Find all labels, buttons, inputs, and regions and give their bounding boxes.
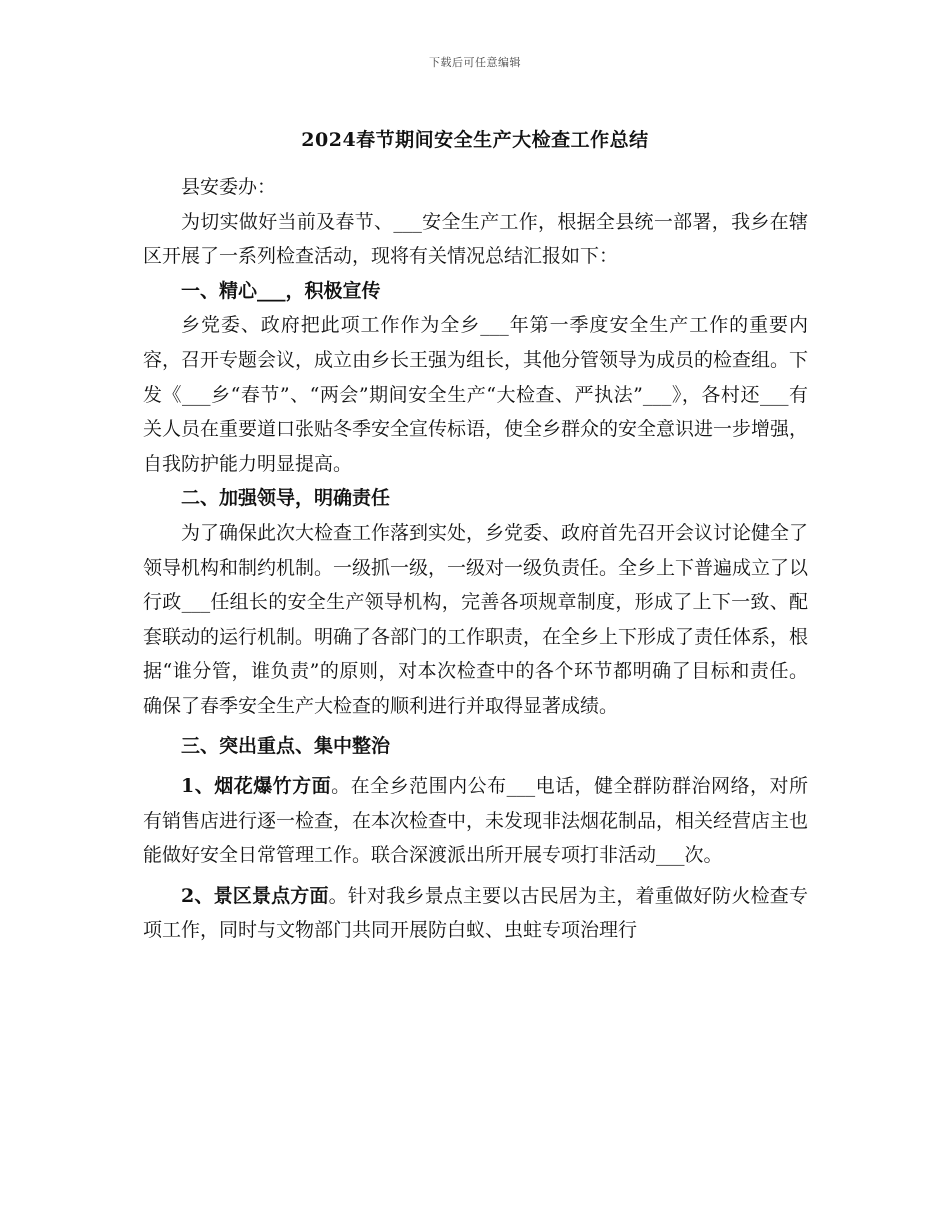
section-3-item-2-body: 。针对我乡景点主要以古民居为主，着重做好防火检查专项工作，同时与文物部门共同开展防白蚁、虫蛀专项治理行 (143, 884, 808, 942)
document-title: 2024春节期间安全生产大检查工作总结 (301, 129, 649, 151)
section-1-body: 乡党委、政府把此项工作作为全乡___年第一季度安全生产工作的重要内容，召开专题会议，成立由乡长王强为组长，其他分管领导为成员的检查组。下发《___乡“春节”、“两会”期间安全生产“大检查、严执法”___》，各村还___有关人员在重要道口张贴冬季安全宣传标语，使全乡群众的安全意识进一步增强，自我防护能力明显提高。 (143, 314, 809, 475)
intro-paragraph: 为切实做好当前及春节、___安全生产工作，根据全县统一部署，我乡在辖区开展了一系列检查活动，现将有关情况总结汇报如下： (143, 210, 808, 268)
section-3-item-2 (143, 879, 808, 948)
section-3-item-2-lead: 2、景区景点方面 (181, 884, 329, 907)
section-2-body: 为了确保此次大检查工作落到实处，乡党委、政府首先召开会议讨论健全了领导机构和制约机制。一级抓一级，一级对一级负责任。全乡上下普遍成立了以行政___任组长的安全生产领导机构，完善各项规章制度，形成了上下一致、配套联动的运行机制。明确了各部门的工作职责，在全乡上下形成了责任体系，根据“谁分管，谁负责”的原则，对本次检查中的各个环节都明确了目标和责任。确保了春季安全生产大检查的顺利进行并取得显著成绩。 (143, 521, 809, 717)
document-body (143, 170, 808, 948)
salutation: 县安委办： (181, 176, 277, 198)
header-note: 下载后可任意编辑 (429, 56, 521, 69)
section-3-heading: 三、突出重点、集中整治 (181, 734, 391, 757)
section-3-item-1-body: 。在全乡范围内公布___电话，健全群防群治网络，对所有销售店进行逐一检查，在本次检查中，未发现非法烟花制品，相关经营店主也能做好安全日常管理工作。联合深渡派出所开展专项打非活动___次。 (143, 775, 809, 867)
section-2-heading: 二、加强领导，明确责任 (181, 487, 391, 510)
section-3-item-1 (143, 769, 808, 873)
section-3-item-1-lead: 1、烟花爆竹方面 (181, 775, 332, 798)
section-1-heading: 一、精心___，积极宣传 (181, 279, 381, 302)
